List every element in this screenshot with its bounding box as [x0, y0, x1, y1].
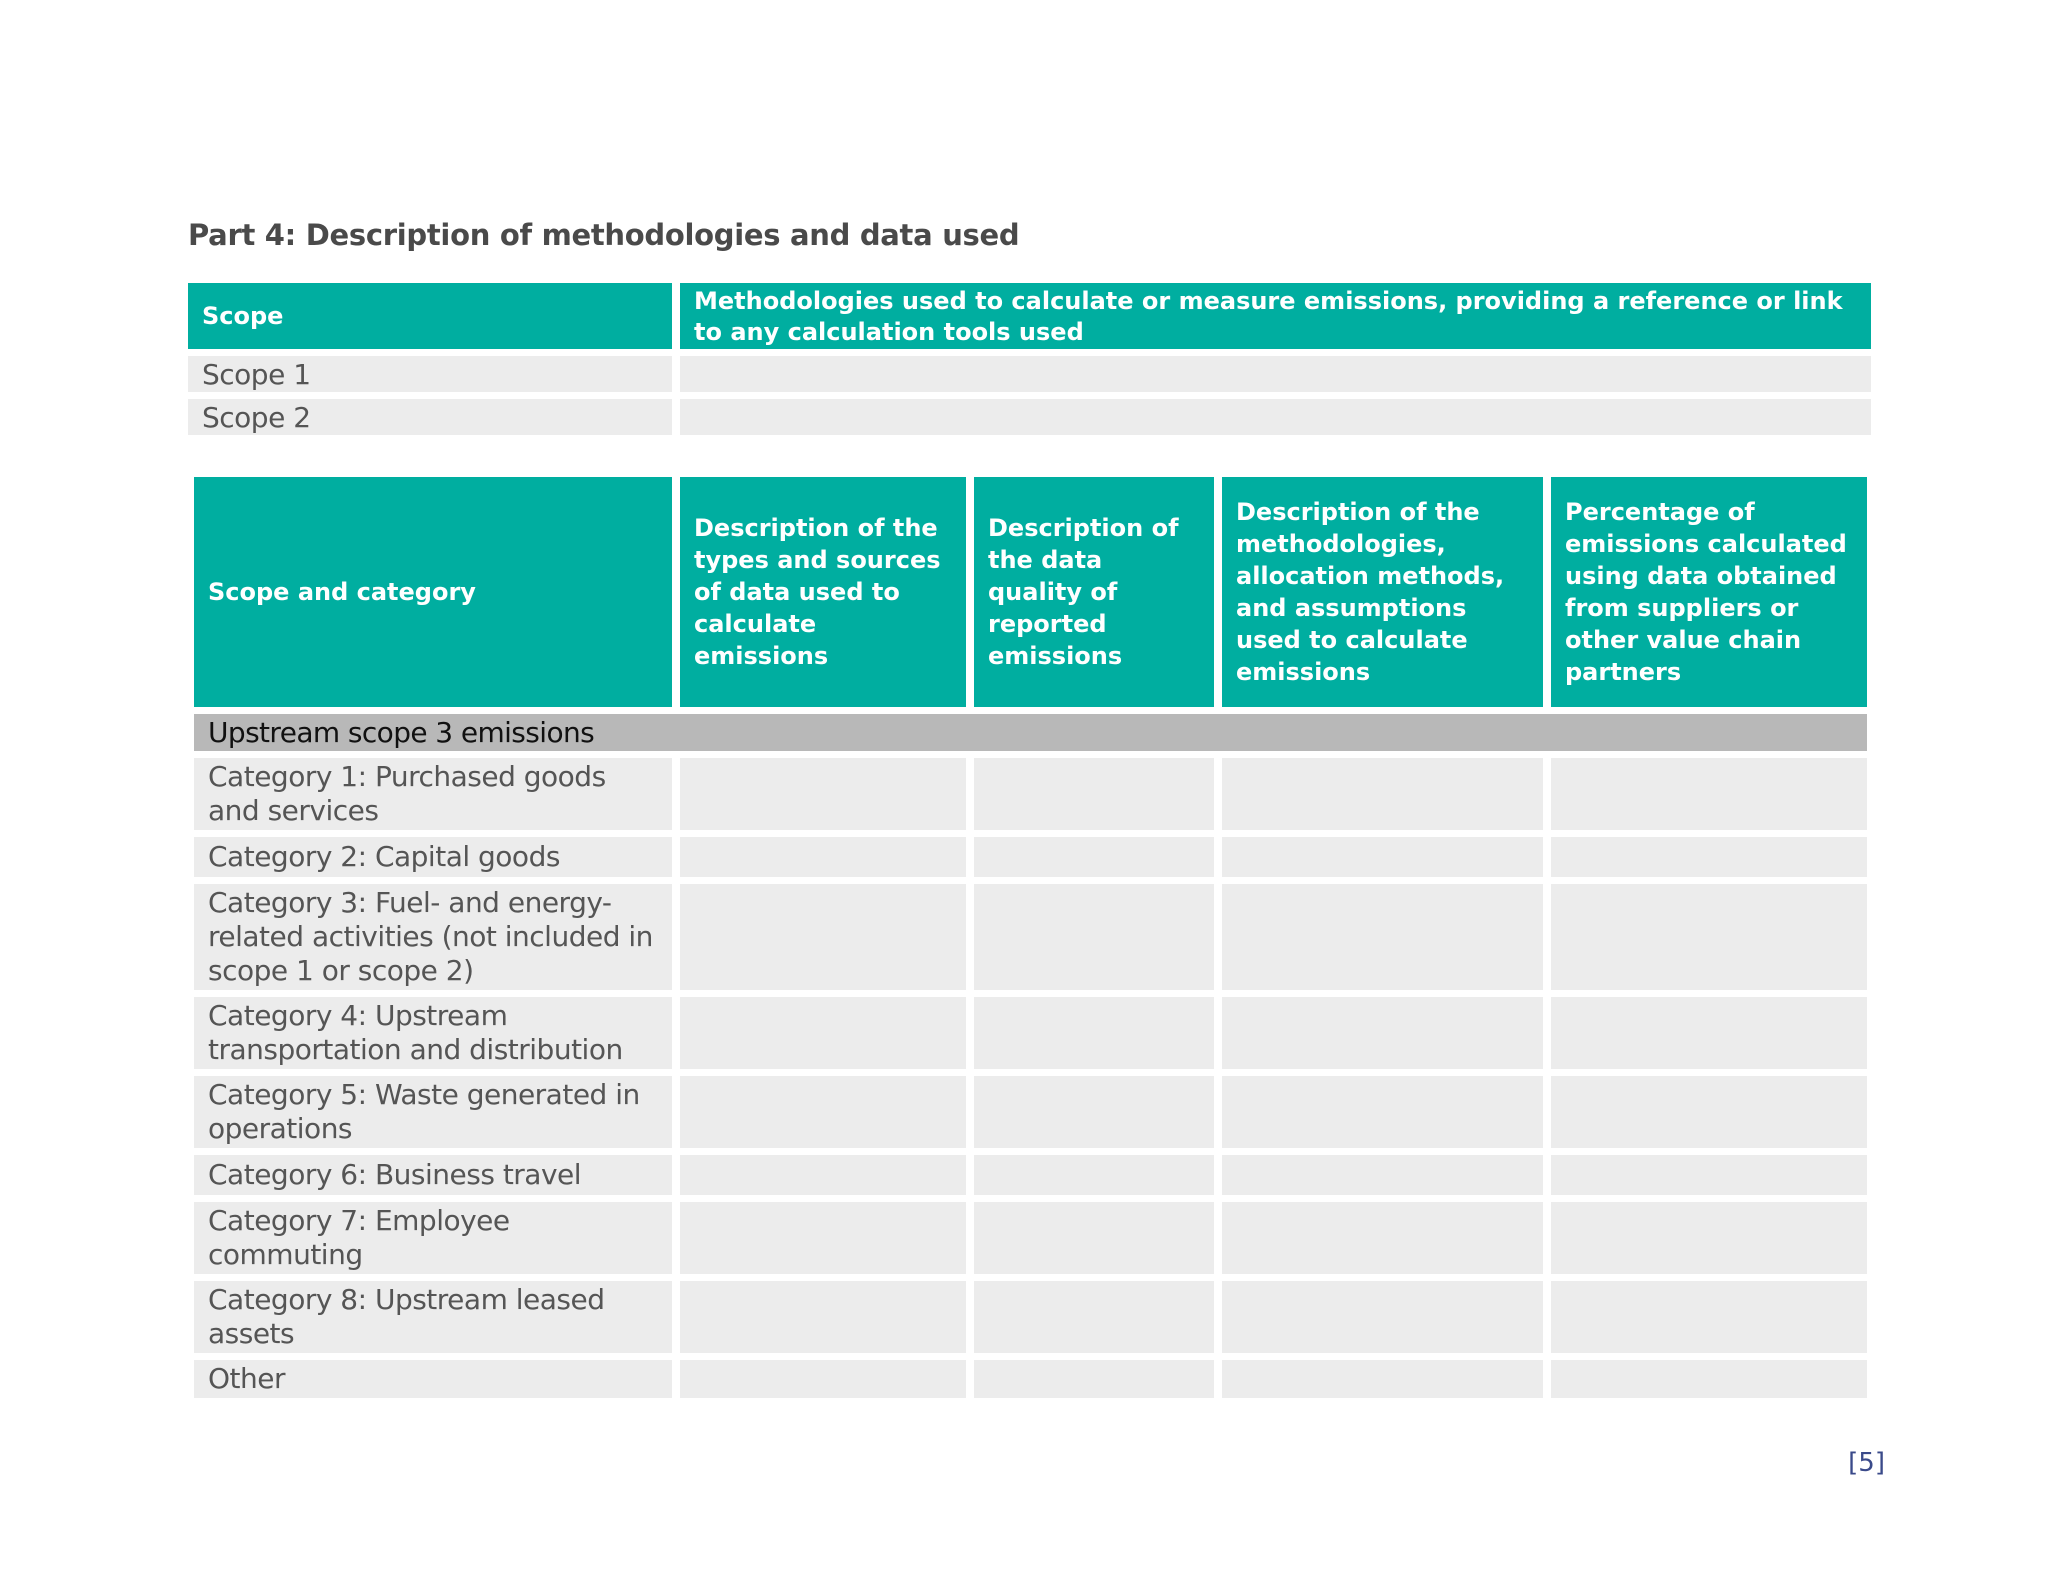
- percentage-cell[interactable]: [1551, 1155, 1867, 1195]
- data-sources-cell[interactable]: [680, 1202, 966, 1274]
- data-sources-cell[interactable]: [680, 884, 966, 990]
- data-sources-cell[interactable]: [680, 1360, 966, 1398]
- percentage-cell[interactable]: [1551, 1360, 1867, 1398]
- methodologies-cell[interactable]: [1222, 837, 1543, 877]
- category-label: Category 6: Business travel: [194, 1155, 672, 1195]
- data-quality-header: Description of the data quality of reported emissions: [974, 477, 1214, 707]
- scope-1-label: Scope 1: [188, 356, 672, 392]
- category-table-header-row: [194, 477, 1867, 707]
- data-sources-cell[interactable]: [680, 837, 966, 877]
- category-label: Category 8: Upstream leased assets: [194, 1281, 672, 1353]
- methodologies-header: Methodologies used to calculate or measure emissions, providing a reference or link to any calculation tools used: [680, 283, 1871, 349]
- data-quality-cell[interactable]: [974, 1076, 1214, 1148]
- page-number: [5]: [1848, 1448, 1885, 1478]
- table-row: [194, 758, 1867, 830]
- data-quality-cell[interactable]: [974, 1360, 1214, 1398]
- data-sources-cell[interactable]: [680, 1155, 966, 1195]
- data-quality-cell[interactable]: [974, 997, 1214, 1069]
- category-label: Category 1: Purchased goods and services: [194, 758, 672, 830]
- data-quality-cell[interactable]: [974, 1155, 1214, 1195]
- data-quality-cell[interactable]: [974, 758, 1214, 830]
- scope-header: Scope: [188, 283, 672, 349]
- data-sources-header: Description of the types and sources of data used to calculate emissions: [680, 477, 966, 707]
- methodologies-cell[interactable]: [1222, 884, 1543, 990]
- percentage-cell[interactable]: [1551, 1202, 1867, 1274]
- scope-2-label: Scope 2: [188, 399, 672, 435]
- methodologies-cell[interactable]: [1222, 1281, 1543, 1353]
- upstream-section-label: Upstream scope 3 emissions: [194, 714, 1867, 751]
- table-row: [194, 1281, 1867, 1353]
- table-row: [194, 884, 1867, 990]
- data-sources-cell[interactable]: [680, 758, 966, 830]
- percentage-cell[interactable]: [1551, 997, 1867, 1069]
- methodologies-cell[interactable]: [1222, 758, 1543, 830]
- scope-2-methodology-cell[interactable]: [680, 399, 1871, 435]
- supplier-data-percentage-header: Percentage of emissions calculated using data obtained from suppliers or other value chain partners: [1551, 477, 1867, 707]
- scope-methodology-table: [180, 276, 1879, 442]
- percentage-cell[interactable]: [1551, 1281, 1867, 1353]
- table-row: [194, 1155, 1867, 1195]
- category-label: Category 3: Fuel- and energy-related activities (not included in scope 1 or scope 2): [194, 884, 672, 990]
- scope-category-header: Scope and category: [194, 477, 672, 707]
- scope-table-header-row: [188, 283, 1871, 349]
- table-row: [194, 837, 1867, 877]
- table-row: [194, 1360, 1867, 1398]
- percentage-cell[interactable]: [1551, 884, 1867, 990]
- category-label: Category 4: Upstream transportation and distribution: [194, 997, 672, 1069]
- percentage-cell[interactable]: [1551, 837, 1867, 877]
- data-quality-cell[interactable]: [974, 1281, 1214, 1353]
- category-label: Category 7: Employee commuting: [194, 1202, 672, 1274]
- methodologies-cell[interactable]: [1222, 1076, 1543, 1148]
- methodologies-cell[interactable]: [1222, 997, 1543, 1069]
- data-quality-cell[interactable]: [974, 884, 1214, 990]
- scope-1-methodology-cell[interactable]: [680, 356, 1871, 392]
- data-sources-cell[interactable]: [680, 1076, 966, 1148]
- table-row: [194, 997, 1867, 1069]
- methodologies-assumptions-header: Description of the methodologies, allocation methods, and assumptions used to calculate emissions: [1222, 477, 1543, 707]
- percentage-cell[interactable]: [1551, 1076, 1867, 1148]
- table-row: [194, 1076, 1867, 1148]
- data-quality-cell[interactable]: [974, 837, 1214, 877]
- scope-category-table: [186, 470, 1875, 1405]
- methodologies-cell[interactable]: [1222, 1360, 1543, 1398]
- table-row: [188, 399, 1871, 435]
- table-row: [194, 1202, 1867, 1274]
- category-label: Category 2: Capital goods: [194, 837, 672, 877]
- section-row: [194, 714, 1867, 751]
- data-quality-cell[interactable]: [974, 1202, 1214, 1274]
- table-row: [188, 356, 1871, 392]
- data-sources-cell[interactable]: [680, 997, 966, 1069]
- percentage-cell[interactable]: [1551, 758, 1867, 830]
- data-sources-cell[interactable]: [680, 1281, 966, 1353]
- methodologies-cell[interactable]: [1222, 1202, 1543, 1274]
- methodologies-cell[interactable]: [1222, 1155, 1543, 1195]
- category-label: Category 5: Waste generated in operations: [194, 1076, 672, 1148]
- category-label: Other: [194, 1360, 672, 1398]
- page-title: Part 4: Description of methodologies and data used: [188, 218, 1020, 252]
